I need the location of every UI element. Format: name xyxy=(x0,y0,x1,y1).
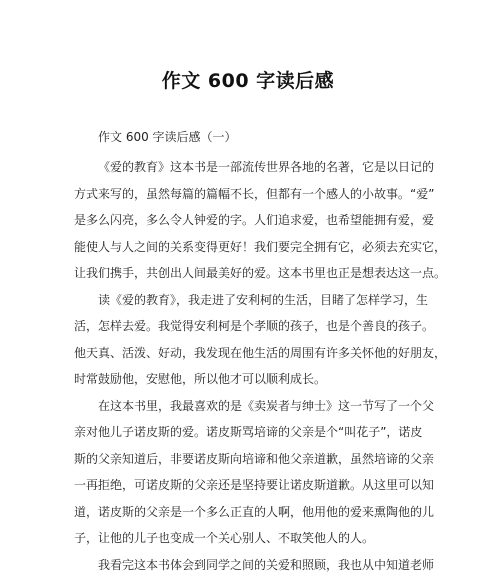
text-line: 亲对他儿子诺皮斯的爱。诺皮斯骂培谛的父亲是个“叫花子”，诺皮 xyxy=(74,419,424,446)
text-line: 道，诺皮斯的父亲是一个多么正直的人啊，他用他的爱来熏陶他的儿 xyxy=(74,499,424,526)
text-line: 时常鼓励他，安慰他，所以他才可以顺利成长。 xyxy=(74,366,424,393)
text-line: 是多么闪亮，多么令人钟爱的字。人们追求爱，也希望能拥有爱，爱 xyxy=(74,207,424,234)
text-line: 在这本书里，我最喜欢的是《卖炭者与绅士》这一节写了一个父 xyxy=(74,393,424,420)
page-title: 作文 600 字读后感 xyxy=(0,66,496,93)
text-line: 《爱的教育》这本书是一部流传世界各地的名著，它是以日记的 xyxy=(74,154,424,181)
text-line: 活，怎样去爱。我觉得安利柯是个孝顺的孩子，也是个善良的孩子。 xyxy=(74,313,424,340)
section-subtitle: 作文 600 字读后感（一） xyxy=(98,128,237,145)
text-line: 子，让他的儿子也变成一个关心别人、不取笑他人的人。 xyxy=(74,525,424,552)
article-body xyxy=(74,154,424,578)
text-line: 读《爱的教育》，我走进了安利柯的生活，目睹了怎样学习，生 xyxy=(74,287,424,314)
text-line: 我看完这本书体会到同学之间的关爱和照顾，我也从中知道老师 xyxy=(74,552,424,578)
text-line: 让我们携手，共创出人间最美好的爱。这本书里也正是想表达这一点。 xyxy=(74,260,424,287)
text-line: 他天真、活泼、好动，我发现在他生活的周围有许多关怀他的好朋友， xyxy=(74,340,424,367)
text-line: 方式来写的，虽然每篇的篇幅不长，但都有一个感人的小故事。“爱” xyxy=(74,181,424,208)
text-line: 一再拒绝，可诺皮斯的父亲还是坚持要让诺皮斯道歉。从这里可以知 xyxy=(74,472,424,499)
text-line: 斯的父亲知道后，非要诺皮斯向培谛和他父亲道歉，虽然培谛的父亲 xyxy=(74,446,424,473)
text-line: 能使人与人之间的关系变得更好！我们要完全拥有它，必须去充实它， xyxy=(74,234,424,261)
